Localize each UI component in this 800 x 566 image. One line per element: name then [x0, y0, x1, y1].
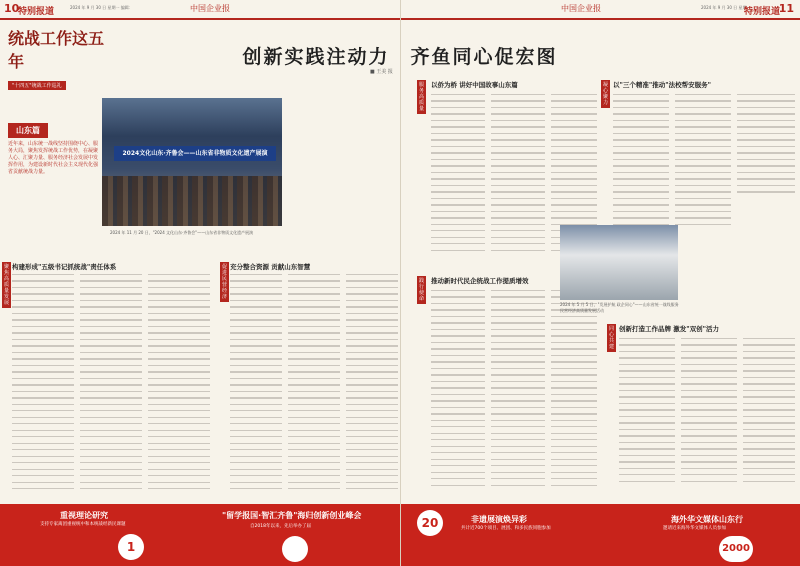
side-tag-2: 促进民营经济 — [221, 264, 227, 300]
right-page-number: 11 — [778, 2, 794, 15]
series-title: 统战工作这五年 — [8, 29, 105, 71]
section-heading-4: 推动新时代民企统战工作提质增效 — [431, 277, 529, 285]
promo-right-title: 海外华文媒体山东行 — [671, 515, 743, 524]
text-column-3 — [148, 274, 210, 494]
side-tag-5: 践行使命 — [418, 278, 424, 302]
text-column-5 — [288, 274, 340, 494]
side-tag-1: 聚焦高质量发展 — [3, 264, 9, 306]
text-column-7 — [431, 94, 485, 256]
text-column-6 — [346, 274, 398, 494]
text-column-17 — [681, 338, 737, 487]
side-tag-6: 同心共建 — [608, 326, 614, 350]
text-column-11 — [675, 94, 731, 230]
series-subtitle: "十四五"统战工作巡礼 — [8, 81, 66, 90]
text-column-15 — [551, 290, 597, 491]
text-column-10 — [613, 94, 669, 230]
promo-circle-2000: 2000 — [719, 536, 753, 562]
intro-box — [8, 118, 100, 226]
promo-center-title: "留学报国·智汇齐鲁"海归创新创业峰会 — [222, 511, 362, 520]
section-heading-1: 构建形成"五级书记抓统战"责任体系 — [12, 263, 117, 271]
text-column-2 — [80, 274, 142, 494]
byline: ■ 王美 报 — [370, 69, 393, 75]
left-page-number: 10 — [4, 2, 20, 15]
left-page-label: 特别报道 — [18, 7, 55, 17]
left-meta: 2024 年 9 月 30 日 星期一 编辑： — [70, 5, 133, 10]
photo-banner: 2024文化山东·齐鲁会——山东省非物质文化遗产展演 — [114, 146, 276, 161]
section-heading-6: 创新打造工作品牌 激发"双创"活力 — [619, 325, 720, 333]
left-brand: 中国企业报 — [190, 4, 230, 13]
text-column-8 — [491, 94, 545, 256]
right-brand: 中国企业报 — [561, 4, 601, 13]
left-promo-bar — [0, 504, 400, 566]
promo-circle-20: 20 — [417, 510, 443, 536]
section-heading-3: 以侨为桥 讲好中国故事山东篇 — [431, 81, 518, 89]
section-heading-5: 以"三个精准"推动"法校帮安服务" — [613, 81, 712, 89]
region-tag: 山东篇 — [8, 123, 48, 138]
promo-right-sub: 邀请近来海外华文媒体人员参加 — [663, 526, 726, 531]
promo-circle-1: 1 — [118, 534, 144, 560]
right-meta: 2024 年 9 月 30 日 星期一 — [701, 5, 751, 10]
text-column-1 — [12, 274, 74, 494]
right-photo — [560, 225, 678, 300]
main-photo — [102, 98, 282, 226]
right-photo-caption: 2024 年 5 月 5 日，"发展护航 政企同心"——山东省统一战线服务民营经济高质量发展活动 — [560, 302, 679, 313]
text-column-18 — [743, 338, 795, 487]
text-column-16 — [619, 338, 675, 487]
promo-center-sub: 自2018年以来，先后举办了届 — [250, 524, 311, 529]
promo-mid-sub: 共计近700个项目、展团、和多民族同胞参加 — [461, 526, 551, 531]
promo-mid-title: 非遗展演焕异彩 — [471, 515, 527, 524]
text-column-13 — [431, 290, 485, 491]
side-tag-3: 服务高质量 — [418, 82, 424, 112]
promo-left-title: 重视理论研究 — [60, 511, 108, 520]
right-promo-bar — [401, 504, 800, 566]
photo-audience — [102, 176, 282, 226]
series-box — [8, 26, 118, 92]
text-column-4 — [230, 274, 282, 494]
promo-left-sub: 支持专家离团重视统中和本统战经新民课题 — [40, 522, 126, 527]
text-column-12 — [737, 94, 795, 198]
right-masthead — [401, 0, 800, 20]
side-tag-4: 凝心聚力 — [602, 82, 608, 106]
section-heading-2: 充分整合资源 贡献山东智慧 — [230, 263, 311, 271]
left-masthead — [0, 0, 400, 20]
photo-caption: 2024 年 11 月 20 日，"2024 文化山东·齐鲁会"——山东省非物质文化遗产展演 — [110, 230, 254, 235]
headline: 创新实践注动力 齐鱼同心促宏图 — [242, 46, 558, 68]
intro-text: 近年来，山东统一战线坚持围绕中心、服务大局，聚焦发挥统战工作优势，在凝聚人心、汇聚力量、服务经济社会发展中发挥作用，为建设新时代社会主义现代化强省贡献统战力量。 — [8, 141, 99, 175]
text-column-14 — [491, 290, 545, 491]
promo-circle-left-bottom — [282, 536, 308, 562]
right-page-label: 特别报道 — [743, 7, 780, 17]
